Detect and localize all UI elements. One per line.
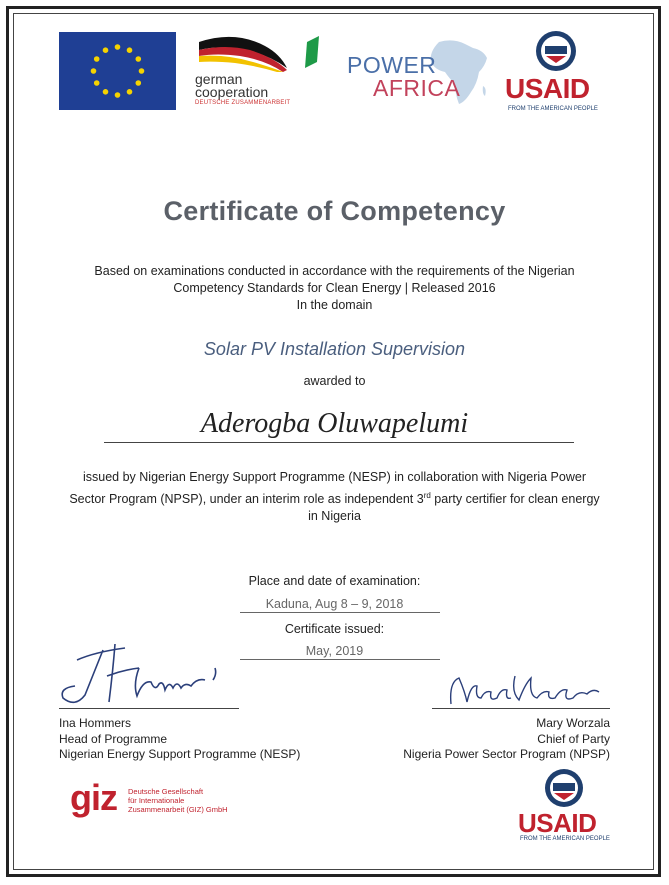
left-signature-line bbox=[59, 708, 239, 709]
issuer-line: issued by Nigerian Energy Support Programme (NESP) in collaboration with Nigeria Power bbox=[82, 470, 586, 484]
right-signature-icon bbox=[445, 668, 605, 713]
issued-date-underline bbox=[240, 659, 440, 660]
signatory-name: Ina Hommers bbox=[59, 716, 132, 730]
giz-full-name bbox=[128, 787, 228, 814]
giz-line: für Internationale bbox=[128, 796, 185, 805]
africa-text: AFRICA bbox=[373, 75, 461, 101]
giz-line: Deutsche Gesellschaft bbox=[128, 787, 204, 796]
eu-stars-icon bbox=[59, 32, 176, 110]
eu-flag-logo bbox=[59, 32, 176, 110]
signatory-role: Head of Programme bbox=[59, 731, 168, 746]
usaid-tagline: FROM THE AMERICAN PEOPLE bbox=[520, 836, 610, 842]
right-signatory bbox=[380, 716, 610, 763]
issuer-statement bbox=[0, 469, 669, 526]
power-africa-logo bbox=[345, 38, 495, 108]
exam-place-value: Kaduna, Aug 8 – 9, 2018 bbox=[265, 597, 404, 611]
giz-logo bbox=[70, 777, 270, 825]
issuer-line bbox=[50, 487, 619, 509]
awarded-to-label: awarded to bbox=[303, 374, 366, 388]
usaid-seal-icon bbox=[535, 30, 577, 72]
power-text: POWER bbox=[347, 52, 437, 78]
intro-line: In the domain bbox=[296, 298, 373, 312]
recipient-underline bbox=[104, 442, 574, 443]
usaid-tagline: FROM THE AMERICAN PEOPLE bbox=[508, 106, 598, 112]
issued-date-label: Certificate issued: bbox=[284, 622, 385, 636]
giz-line: Zusammenarbeit (GIZ) GmbH bbox=[128, 805, 228, 814]
left-signatory bbox=[59, 716, 300, 763]
ordinal-suffix: rd bbox=[423, 490, 431, 500]
signatory-org: Nigeria Power Sector Program (NPSP) bbox=[403, 747, 610, 761]
certificate-title: Certificate of Competency bbox=[163, 196, 506, 226]
intro-text bbox=[0, 263, 669, 314]
usaid-seal-icon bbox=[544, 768, 584, 808]
left-signature-icon bbox=[55, 640, 235, 710]
giz-wordmark: giz bbox=[70, 777, 117, 818]
deutsche-zusammenarbeit-text: DEUTSCHE ZUSAMMENARBEIT bbox=[195, 100, 291, 106]
usaid-logo-bottom bbox=[518, 768, 610, 843]
signatory-org: Nigerian Energy Support Programme (NESP) bbox=[59, 747, 301, 761]
intro-line: Competency Standards for Clean Energy | Released 2016 bbox=[173, 281, 496, 295]
competency-domain: Solar PV Installation Supervision bbox=[203, 339, 466, 359]
german-flag-swoosh-icon bbox=[195, 32, 335, 72]
intro-line: Based on examinations conducted in accordance with the requirements of the Nigerian bbox=[94, 264, 575, 278]
issuer-line: in Nigeria bbox=[308, 509, 361, 524]
signatory-role: Chief of Party bbox=[537, 731, 610, 746]
issuer-line-part: Sector Program (NPSP), under an interim role as independent 3 bbox=[69, 491, 424, 506]
issued-date-value: May, 2019 bbox=[305, 644, 364, 658]
exam-place-label: Place and date of examination: bbox=[248, 574, 421, 588]
usaid-logo-top bbox=[505, 30, 605, 115]
signatory-name: Mary Worzala bbox=[536, 716, 610, 730]
right-signature-line bbox=[432, 708, 610, 709]
usaid-wordmark: USAID bbox=[505, 73, 590, 104]
german-cooperation-text: german bbox=[195, 71, 243, 87]
issuer-line-part: party certifier for clean energy bbox=[430, 491, 600, 506]
exam-place-underline bbox=[240, 612, 440, 613]
usaid-wordmark: USAID bbox=[518, 808, 597, 838]
recipient-name: Aderogba Oluwapelumi bbox=[200, 408, 469, 439]
german-cooperation-logo bbox=[195, 32, 335, 112]
german-cooperation-text: cooperation bbox=[195, 84, 269, 100]
